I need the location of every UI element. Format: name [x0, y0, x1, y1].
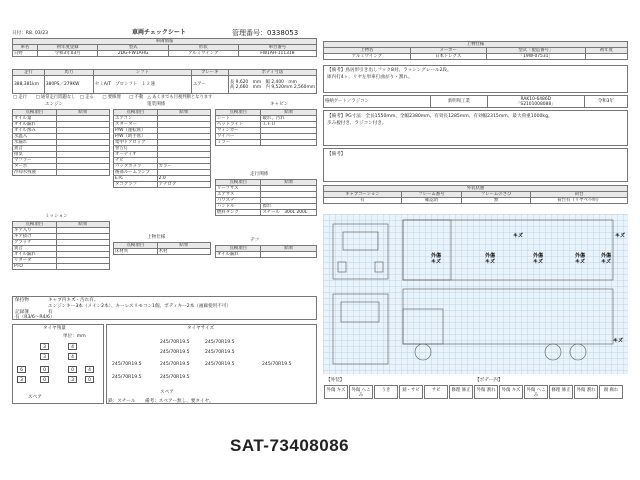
check-item: パワステ	[216, 198, 261, 204]
col-header: 上物名	[324, 48, 411, 54]
tyre-size: 245/70R19.5	[160, 362, 190, 367]
check-item: 水温入	[13, 134, 57, 140]
check-item: P/W（助手席）	[114, 134, 158, 140]
check-item: オイル量	[13, 116, 57, 122]
check-item: ワイパー	[216, 134, 261, 140]
gate-name: 格納ゲート／ラジコン	[324, 96, 431, 108]
status-legend: □ 走行 □ 通常走行問題なし □ 走る □ 要修理 □ 不動 △ あくまでも目視判断となります	[13, 95, 213, 100]
check-item: 異音	[13, 246, 57, 252]
tyre-size: 245/70R19.5	[112, 375, 142, 380]
upper-table	[113, 242, 211, 255]
col-header: 点検項目	[216, 110, 261, 116]
gate-note-1: 【備考】PG寸法：全長1550mm、全幅2380mm、有効長1285mm、有効幅2315mm、最大荷重1000kg。	[327, 114, 553, 119]
tyre-remain-value: 3	[17, 376, 26, 383]
footer-notes	[12, 296, 317, 320]
tyre-unit: 単位：mm	[63, 334, 86, 339]
mission-title: ミッション	[45, 214, 68, 219]
mileage: 388,381km	[13, 76, 45, 94]
check-item: バックカメラ	[114, 164, 158, 170]
check-result	[261, 140, 317, 146]
check-item: P/W（運転席）	[114, 128, 158, 134]
check-result: カラー	[157, 164, 210, 170]
truck-outline	[323, 214, 628, 374]
check-result: アナログ	[157, 182, 210, 188]
gate-year: 令和3年	[584, 96, 627, 108]
check-item: 後部ルームランプ	[114, 170, 158, 176]
tyre-remain-value: 0	[85, 376, 94, 383]
legend-item: うき	[374, 385, 398, 399]
check-item: 排気	[13, 152, 57, 158]
gate-serial: 「S2101008088」	[516, 101, 556, 107]
check-item: リーフサス	[216, 186, 261, 192]
mission-table	[12, 221, 110, 270]
truck-diagram	[323, 214, 628, 374]
table-row	[13, 264, 110, 270]
def-title: デフ	[250, 238, 260, 243]
col-header: 点検項目	[114, 110, 158, 116]
col-header: 結果	[261, 110, 317, 116]
col-header: 型式	[98, 45, 168, 51]
check-item: 冷却水残液	[13, 170, 57, 176]
check-item: ウィンカー	[216, 128, 261, 134]
check-result: ＬＥＤ	[261, 122, 317, 128]
gate-model-text: RAK10-6486D	[520, 96, 552, 102]
wheel-label: 鉄：スチール	[108, 399, 136, 404]
table-row	[114, 249, 211, 255]
check-result	[56, 264, 109, 270]
table-row	[216, 252, 317, 258]
col-header: 初年度登録	[37, 45, 98, 51]
electric-table	[113, 109, 211, 188]
tyre-remain-value: 3	[68, 376, 77, 383]
damage-stamp: キズ	[613, 338, 623, 344]
table-row	[216, 140, 317, 146]
brake: エアー	[191, 76, 228, 94]
legend-item: 外傷 キズ	[324, 385, 348, 399]
keys-note-2: エンジンキー3本（メイン2本）、キーレスリモコン1個、ボディキー2本（画廊使用不可）	[48, 304, 232, 309]
col-header: 荷台	[531, 192, 628, 198]
check-item: ETC	[114, 176, 158, 182]
vehicle-section-title: 車両情報	[13, 39, 317, 45]
frame-rust: 無	[462, 198, 531, 204]
vehicle-table	[12, 38, 317, 57]
check-result: 木材	[157, 249, 210, 255]
table-row	[13, 170, 110, 176]
tyre-remain-value: 3	[40, 353, 49, 360]
upper-title: 上物仕様	[147, 235, 166, 240]
tyre-remain-value: 4	[85, 366, 94, 373]
mgmt-number	[232, 28, 298, 38]
col-header: ボディ寸法	[228, 70, 316, 76]
check-item: 床材質	[114, 249, 158, 255]
col-header: ブレーキ	[191, 70, 228, 76]
spare-label: スペア	[28, 395, 42, 400]
body-shape: アルミウイング	[168, 51, 238, 57]
damage-stamp: キズ	[513, 233, 523, 239]
check-item: オイル漏れ	[216, 252, 261, 258]
tyre-remain-value: 6	[17, 366, 26, 373]
check-item: オイル漏れ	[13, 252, 57, 258]
damage-stamp: キズ	[615, 233, 625, 239]
col-header: フレームのさび	[462, 192, 531, 198]
legend-item: 腐 腐れ	[599, 385, 623, 399]
check-item: ターボ	[13, 164, 57, 170]
check-item: オイル漏れ	[13, 122, 57, 128]
check-item: 異音	[13, 146, 57, 152]
upper-note-2: 庫内打4ヶ、リヤ左単車打曲がり・割れ。	[327, 75, 413, 80]
damage-stamp: 外傷 キズ	[484, 253, 495, 265]
tyre-size: 245/70R19.5	[262, 362, 292, 367]
running-title: 走行関係	[250, 172, 269, 177]
check-item: クラッチ	[13, 240, 57, 246]
vehicle-table-2	[12, 69, 317, 94]
running-table	[215, 179, 317, 216]
upper-spec-table	[323, 41, 628, 60]
engine-title: エンジン	[45, 102, 64, 107]
legend-item: 修理 修正	[449, 385, 473, 399]
check-item: ギア抜け	[13, 234, 57, 240]
damage-stamp: 外傷 キズ	[532, 253, 543, 265]
tyre-size: 245/70R19.5	[205, 350, 235, 355]
check-item: 警告灯	[114, 146, 158, 152]
check-item: PTO	[13, 264, 57, 270]
col-header: シフト	[94, 70, 192, 76]
upper-note-box	[323, 65, 628, 93]
col-header: 結果	[157, 110, 210, 116]
col-header: 結果	[261, 246, 317, 252]
keys-note-1: キャブ内キズ・汚れ有。	[48, 298, 99, 303]
cabin-table	[215, 109, 317, 146]
col-header: 点検項目	[13, 110, 57, 116]
gate-model	[487, 96, 584, 108]
tyre-remain-box	[12, 324, 104, 404]
check-item: タコグラフ	[114, 182, 158, 188]
date-text: 日付：R8. 03/23	[12, 31, 49, 36]
gate-table	[323, 95, 628, 108]
keys-label: 保持物	[15, 298, 29, 303]
legend-item: 修理 修正	[549, 385, 573, 399]
upper-note-1: 【備考】鳥居形引き出しフック8対、ラッシングレール2段。	[327, 68, 452, 73]
col-header: 結果	[56, 222, 109, 228]
record-note-1: 有	[48, 310, 53, 315]
def-table	[215, 245, 317, 258]
check-item: マフラー	[13, 158, 57, 164]
check-item: 燃料タンク	[216, 210, 261, 216]
check-item: スターター	[114, 122, 158, 128]
tyre-size: 245/70R19.5	[205, 340, 235, 345]
tyre-remark: 備考：スペアー無し、要タイヤ。	[145, 399, 214, 404]
engine-table	[12, 109, 110, 176]
tyre-size: 245/70R19.5	[112, 362, 142, 367]
sheet-title: 車両チェックシート	[132, 29, 186, 36]
legend-item: 外傷 割れ	[474, 385, 498, 399]
cab-caution: 有	[324, 198, 402, 204]
frame-number: 確認済	[401, 198, 461, 204]
dims-line: 長 9,620 mm 幅 2,400 mm	[229, 79, 297, 85]
exterior-table	[323, 185, 628, 204]
spare-size: スペア	[160, 390, 174, 395]
upper-maker: 日本トレクス	[410, 54, 486, 60]
tyre-remain-value: 4	[68, 353, 77, 360]
col-header: 型式「製造番号」	[486, 48, 585, 54]
tyre-remain-value: 0	[40, 376, 49, 383]
gate-note-box	[323, 110, 628, 146]
check-item: リターダ	[13, 258, 57, 264]
col-header: 車名	[13, 45, 38, 51]
note3: 【備考】	[327, 152, 346, 157]
col-header: 初年度	[585, 48, 627, 54]
legend-item: 外傷 キズ	[499, 385, 523, 399]
col-header: 点検項目	[216, 246, 261, 252]
tyre-remain-title: タイヤ残量	[43, 326, 66, 331]
col-header: 点検項目	[114, 243, 158, 249]
col-header: 結果	[261, 180, 317, 186]
col-header: 形状	[168, 45, 238, 51]
upper-model: 「19W-07531」	[486, 54, 585, 60]
check-result: 擦れ	[261, 204, 317, 210]
record-note-2: 有（R3/6〜R4/6）	[15, 315, 55, 320]
check-result	[56, 170, 109, 176]
table-row	[216, 210, 317, 216]
check-item: オーディオ	[114, 152, 158, 158]
check-item: シート	[216, 116, 261, 122]
body-dims	[228, 76, 316, 94]
check-item: ヘッドライト	[216, 122, 261, 128]
check-item: ハンドル	[216, 204, 261, 210]
tyre-size-title: タイヤサイズ	[187, 326, 215, 331]
upper-year	[585, 54, 627, 60]
legend-ext-title: 【外装】	[326, 378, 345, 383]
cabin-title: キャビン	[270, 102, 289, 107]
col-header: 結果	[56, 110, 109, 116]
model: 2DG-FW1AHG	[98, 51, 168, 57]
damage-stamp: 外傷 キズ	[600, 253, 611, 265]
chassis-number: FW1AH-111318	[238, 51, 316, 57]
col-header: 走行	[13, 70, 45, 76]
col-header: 馬力	[44, 70, 93, 76]
vehicle-name: 日野	[13, 51, 38, 57]
exterior-title: 外装状態	[324, 186, 628, 192]
shift: セミA/T プロシフト １２速	[94, 76, 192, 94]
horsepower: 380PS／279KW	[44, 76, 93, 94]
mgmt-label: 管理番号：	[232, 29, 267, 37]
check-item: エアコン	[114, 116, 158, 122]
record-label: 記録簿	[15, 310, 29, 315]
col-header: キャブコーション	[324, 192, 402, 198]
check-item: ミラー	[216, 140, 261, 146]
legend-item: 外傷 へこみ	[524, 385, 548, 399]
legend-item: 外傷 割れ	[574, 385, 598, 399]
tyre-remain-value: 0	[68, 366, 77, 373]
upper-spec-title: 上物仕様	[324, 42, 628, 48]
col-header: 点検項目	[13, 222, 57, 228]
legend-item: 錆・サビ	[399, 385, 423, 399]
upper-name: アルミウイング	[324, 54, 411, 60]
check-item: 水漏れ	[13, 140, 57, 146]
dims-line: 高 2,660 mm 内 9,520mm 2,560mm	[229, 84, 315, 90]
tyre-remain-value: 3	[40, 343, 49, 350]
legend-body-title: 【ボデー内】	[475, 378, 503, 383]
tyre-remain-value: 0	[40, 366, 49, 373]
table-row	[114, 182, 211, 188]
note3-box	[323, 148, 628, 182]
first-reg: 令和3年03月	[37, 51, 98, 57]
check-result	[261, 252, 317, 258]
check-item: エアサス	[216, 192, 261, 198]
col-header: フレーム番号	[401, 192, 461, 198]
legend-item: 外傷 へこみ	[349, 385, 373, 399]
col-header: 結果	[157, 243, 210, 249]
damage-stamp: 外傷 キズ	[574, 253, 585, 265]
check-item: 集中ドアロック	[114, 140, 158, 146]
col-header: 点検項目	[216, 180, 261, 186]
check-result: スチール 300L 200L	[261, 210, 317, 216]
tyre-size: 245/70R19.5	[205, 362, 235, 367]
legend-item: サビ	[424, 385, 448, 399]
check-item: ギア入り	[13, 228, 57, 234]
electric-title: 電装関係	[147, 102, 166, 107]
tyre-size: 245/70R19.5	[160, 340, 190, 345]
tyre-remain-value: 4	[68, 343, 77, 350]
check-item: ナビ	[114, 158, 158, 164]
plate-number: SAT-73408086	[230, 436, 350, 455]
check-result: 破れ、汚れ	[261, 116, 317, 122]
mgmt-value: 0338053	[267, 29, 299, 37]
gate-maker: 新明和工業	[430, 96, 487, 108]
col-header: 車台番号	[238, 45, 316, 51]
col-header: メーカー	[410, 48, 486, 54]
check-item: オイル滲み	[13, 128, 57, 134]
tyre-size: 245/70R19.5	[160, 350, 190, 355]
tyre-size: 245/70R19.5	[160, 375, 190, 380]
check-result: 2.0	[157, 176, 210, 182]
gate-note-2: 歩み板付き、ラジコン付き。	[327, 121, 387, 126]
cargo-bed: 荷台有（リヤベ不明）	[531, 198, 628, 204]
damage-stamp: 外傷 キズ	[430, 253, 441, 265]
